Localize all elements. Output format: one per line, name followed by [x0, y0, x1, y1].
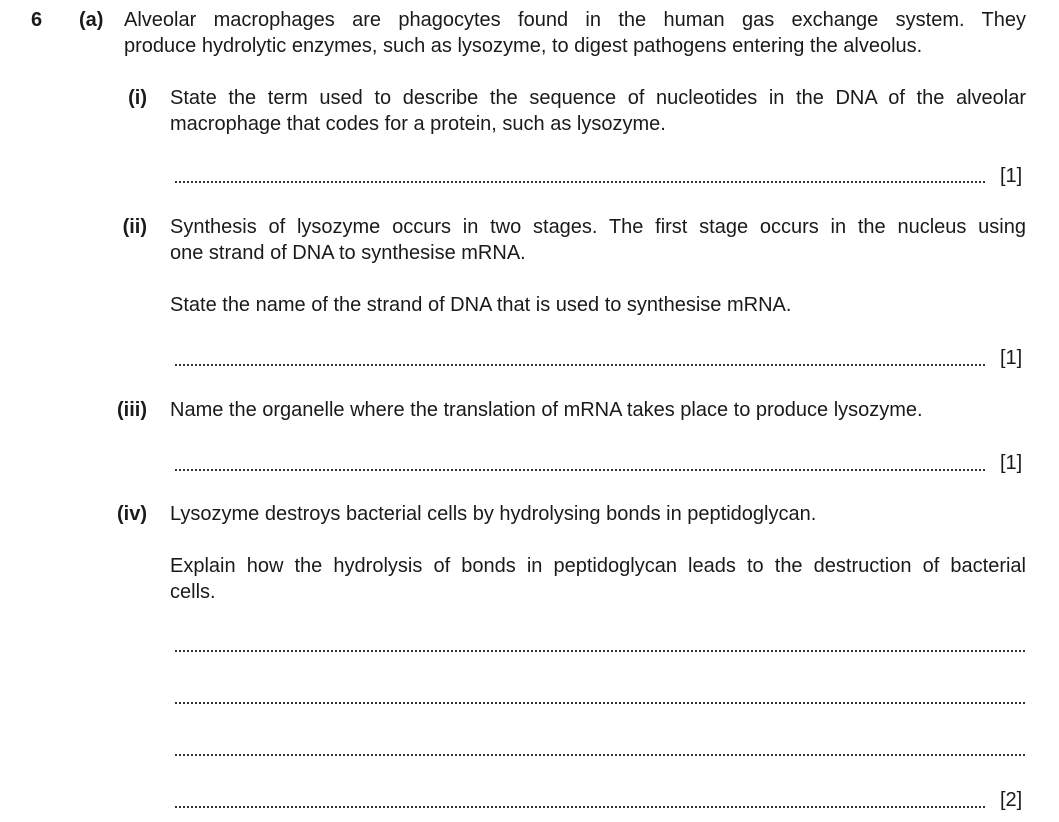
subpart-i-line-1: State the term used to describe the sequence of nucleotides in the DNA of the alveolar	[170, 87, 1026, 109]
answer-line-iii[interactable]	[175, 469, 985, 471]
subpart-ii-line-1: Synthesis of lysozyme occurs in two stages. The first stage occurs in the nucleus using	[170, 216, 1026, 238]
subpart-iii-text: Name the organelle where the translation of mRNA takes place to produce lysozyme.	[170, 399, 923, 421]
mark-iv: [2]	[1000, 789, 1023, 811]
question-intro	[124, 7, 1026, 59]
part-label: (a)	[79, 9, 104, 31]
question-number: 6	[31, 9, 43, 31]
subpart-iv-label: (iv)	[117, 503, 147, 525]
answer-line-i[interactable]	[175, 181, 985, 183]
subpart-iii-label: (iii)	[117, 399, 147, 421]
subpart-iv-line-3: cells.	[170, 581, 216, 603]
intro-line-1: Alveolar macrophages are phagocytes found in the human gas exchange system. They	[124, 9, 1026, 31]
answer-line-iv-3[interactable]	[175, 754, 1025, 756]
subpart-ii-instruction: State the name of the strand of DNA that is used to synthesise mRNA.	[170, 294, 792, 316]
subpart-iv-line-2: Explain how the hydrolysis of bonds in peptidoglycan leads to the destruction of bacterial	[170, 555, 1026, 577]
answer-line-iv-1[interactable]	[175, 650, 1025, 652]
answer-line-iv-4[interactable]	[175, 806, 985, 808]
subpart-iv-statement: Lysozyme destroys bacterial cells by hydrolysing bonds in peptidoglycan.	[170, 503, 817, 525]
subpart-ii-line-2: one strand of DNA to synthesise mRNA.	[170, 242, 526, 264]
mark-ii: [1]	[1000, 347, 1023, 369]
subpart-ii-text	[170, 214, 1026, 266]
subpart-i-text	[170, 85, 1026, 137]
mark-iii: [1]	[1000, 452, 1023, 474]
answer-line-ii[interactable]	[175, 364, 985, 366]
answer-line-iv-2[interactable]	[175, 702, 1025, 704]
mark-i: [1]	[1000, 165, 1023, 187]
subpart-iv-instruction	[170, 553, 1026, 605]
subpart-i-label: (i)	[128, 87, 147, 109]
subpart-ii-label: (ii)	[122, 216, 147, 238]
intro-line-2: produce hydrolytic enzymes, such as lysozyme, to digest pathogens entering the alveolus.	[124, 35, 923, 57]
subpart-i-line-2: macrophage that codes for a protein, such as lysozyme.	[170, 113, 666, 135]
